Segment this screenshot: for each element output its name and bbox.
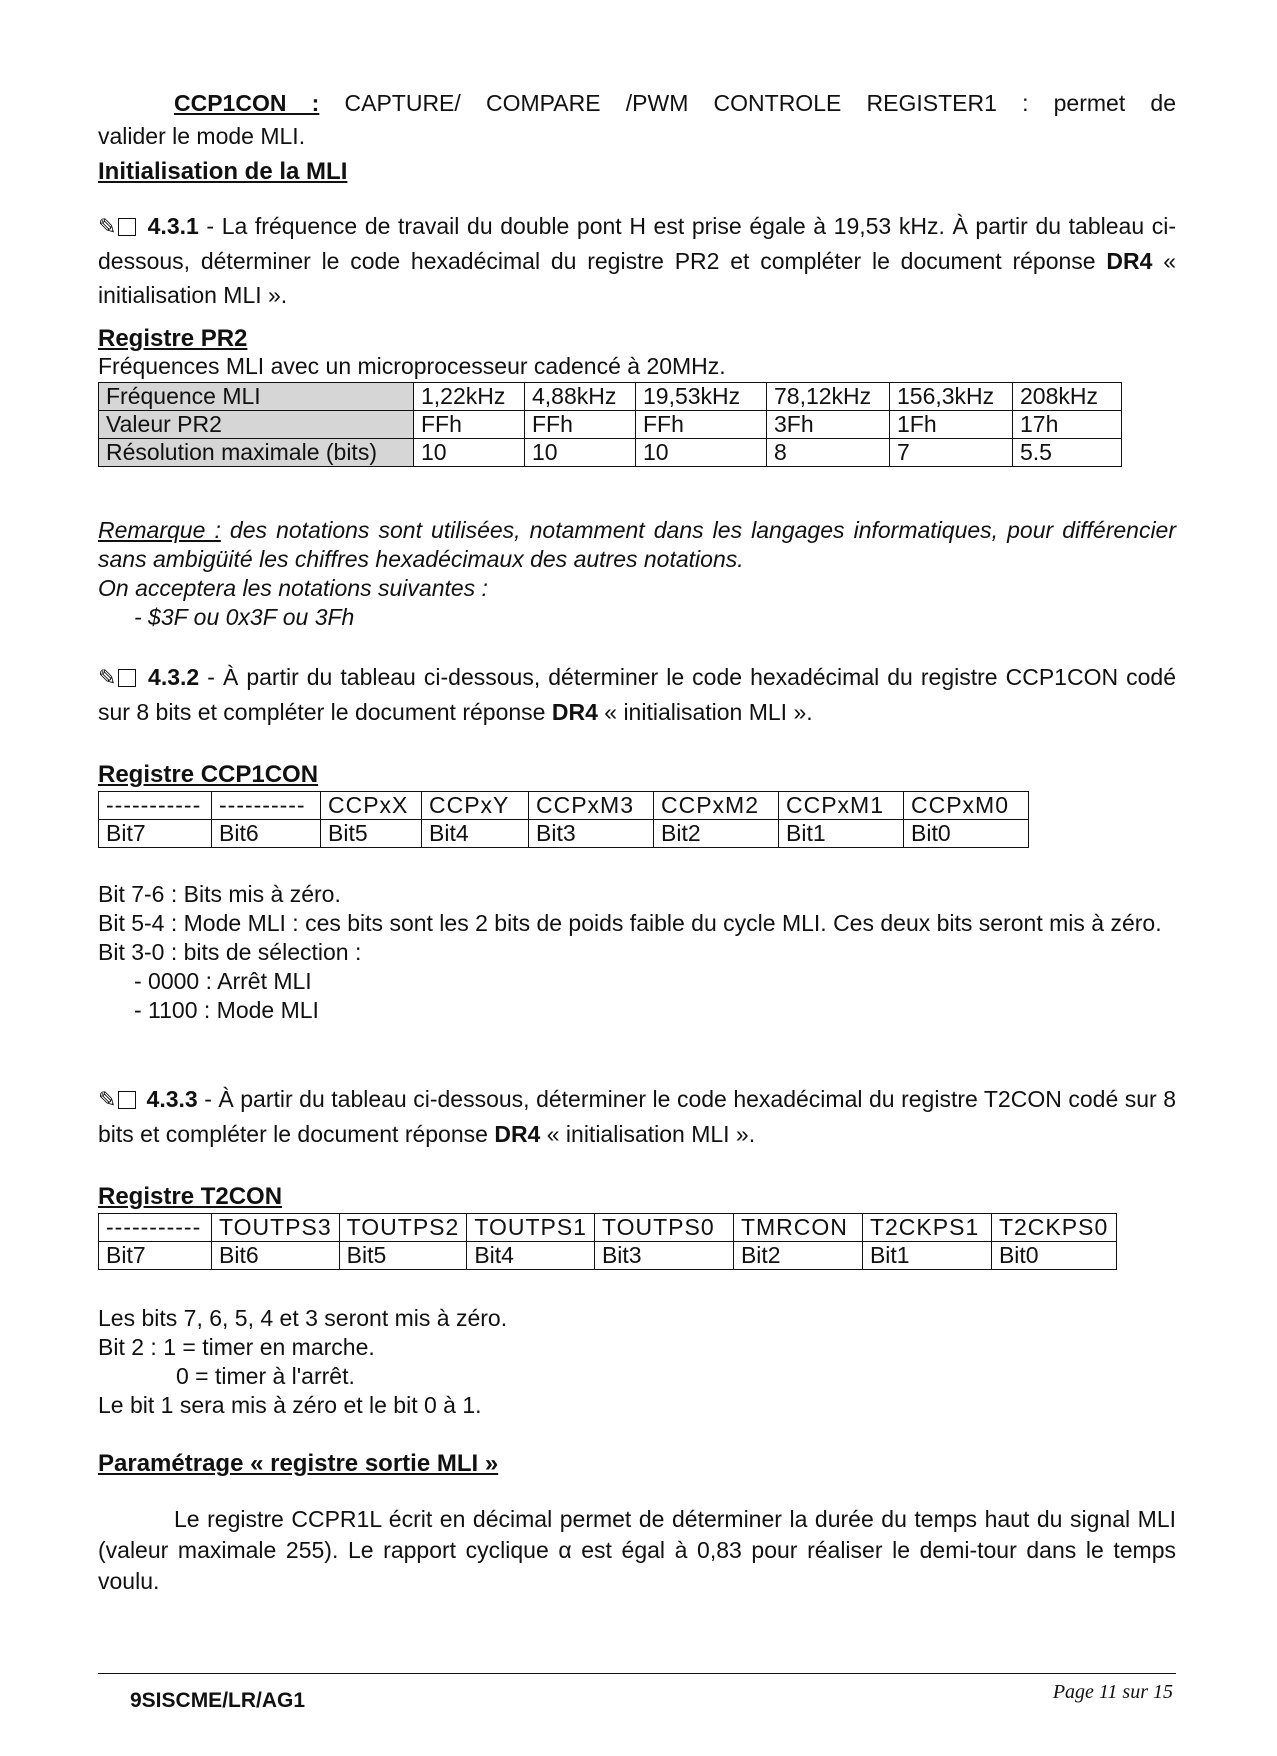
intro-text-2: valider le mode MLI. <box>98 123 306 149</box>
table-cell: ----------- <box>99 792 212 820</box>
table-cell: Bit1 <box>779 820 904 848</box>
remark-text: des notations sont utilisées, notamment dans les langages informatiques, pour différencier sans ambigüité les chiffres hexadécimaux des autres notations. <box>98 517 1177 572</box>
footer-code: 9SISCME/LR/AG1 <box>130 1689 306 1712</box>
pencil-icon: ✎ <box>98 1082 140 1117</box>
question-4-3-3 <box>98 1082 1176 1152</box>
table-cell: ---------- <box>212 792 321 820</box>
remark-line-2: On acceptera les notations suivantes : <box>98 575 488 601</box>
table-cell: CCPxX <box>321 792 422 820</box>
remark-item: - $3F ou 0x3F ou 3Fh <box>134 604 355 630</box>
row-header: Fréquence MLI <box>99 383 414 411</box>
table-row <box>99 1214 1117 1242</box>
table-cell: Bit3 <box>594 1242 733 1270</box>
output-paragraph <box>98 1504 1176 1597</box>
table-cell: Bit2 <box>733 1242 862 1270</box>
table-cell: 156,3kHz <box>890 383 1013 411</box>
table-cell: FFh <box>414 411 525 439</box>
table-cell: 10 <box>636 439 767 467</box>
table-cell: CCPxM0 <box>904 792 1029 820</box>
note-option: - 1100 : Mode MLI <box>134 997 319 1023</box>
table-cell: 10 <box>525 439 636 467</box>
table-cell: 5.5 <box>1013 439 1122 467</box>
pr2-table <box>98 382 1122 467</box>
table-cell: CCPxM3 <box>529 792 654 820</box>
question-text: - À partir du tableau ci-dessous, déterminer le code hexadécimal du registre T2CON codé sur 8 bits et compléter le document réponse <box>98 1086 1177 1147</box>
table-cell: Bit5 <box>339 1242 467 1270</box>
table-cell: FFh <box>525 411 636 439</box>
checkbox-icon <box>118 1091 136 1109</box>
table-cell: 19,53kHz <box>636 383 767 411</box>
table-cell: Bit2 <box>654 820 779 848</box>
dr-ref: DR4 <box>1106 248 1153 274</box>
pr2-caption: Fréquences MLI avec un microprocesseur cadencé à 20MHz. <box>98 353 726 379</box>
table-cell: ----------- <box>99 1214 212 1242</box>
t2con-table <box>98 1213 1117 1270</box>
dr-ref: DR4 <box>551 699 598 725</box>
remark <box>98 516 1176 632</box>
table-cell: 7 <box>890 439 1013 467</box>
t2con-heading: Registre T2CON <box>98 1183 283 1210</box>
table-cell: Bit7 <box>99 1242 212 1270</box>
table-cell: 4,88kHz <box>525 383 636 411</box>
question-4-3-2 <box>98 660 1176 730</box>
table-row <box>99 820 1029 848</box>
note-line: 0 = timer à l'arrêt. <box>176 1363 355 1389</box>
table-cell: 17h <box>1013 411 1122 439</box>
table-cell: 10 <box>414 439 525 467</box>
output-text: Le registre CCPR1L écrit en décimal permet de déterminer la durée du temps haut du signal MLI (valeur maximale 255). Le rapport cyclique α est égal à 0,83 pour réaliser le demi-tour dans le temps voulu. <box>98 1506 1176 1594</box>
ccp1con-heading: Registre CCP1CON <box>98 761 319 788</box>
table-cell: Bit4 <box>422 820 529 848</box>
table-cell: Bit6 <box>212 1242 340 1270</box>
intro-paragraph <box>98 87 1176 153</box>
table-row <box>99 411 1122 439</box>
table-cell: 8 <box>767 439 890 467</box>
question-text-end: « initialisation MLI ». <box>540 1121 756 1147</box>
table-cell: TOUTPS0 <box>594 1214 733 1242</box>
table-cell: Bit3 <box>529 820 654 848</box>
table-cell: 1Fh <box>890 411 1013 439</box>
table-row <box>99 1242 1117 1270</box>
table-cell: CCPxM1 <box>779 792 904 820</box>
question-number: 4.3.3 <box>146 1086 198 1112</box>
note-line: Bit 2 : 1 = timer en marche. <box>98 1334 375 1360</box>
page-number: Page 11 sur 15 <box>1052 1681 1173 1703</box>
table-cell: Bit5 <box>321 820 422 848</box>
question-text: - À partir du tableau ci-dessous, déterminer le code hexadécimal du registre CCP1CON codé sur 8 bits et compléter le document réponse <box>98 664 1176 725</box>
checkbox-icon <box>118 218 136 236</box>
t2con-table-wrap <box>98 1213 1176 1270</box>
init-heading: Initialisation de la MLI <box>98 158 348 185</box>
table-cell: 3Fh <box>767 411 890 439</box>
table-cell: TOUTPS1 <box>467 1214 595 1242</box>
question-text: - La fréquence de travail du double pont H est prise égale à 19,53 kHz. À partir du tableau ci-dessous, déterminer le code hexadécimal du registre PR2 et compléter le document réponse <box>98 213 1177 274</box>
table-cell: TOUTPS3 <box>212 1214 340 1242</box>
ccp1con-table <box>98 791 1029 848</box>
output-heading: Paramétrage « registre sortie MLI » <box>98 1450 499 1477</box>
note-line: Les bits 7, 6, 5, 4 et 3 seront mis à zéro. <box>98 1305 508 1331</box>
note-option: - 0000 : Arrêt MLI <box>134 968 312 994</box>
ccp1con-label: CCP1CON : <box>174 90 320 116</box>
table-cell: Bit4 <box>467 1242 595 1270</box>
table-row <box>99 792 1029 820</box>
table-cell: Bit1 <box>862 1242 991 1270</box>
footer-divider <box>98 1673 1176 1674</box>
table-cell: TOUTPS2 <box>339 1214 467 1242</box>
question-text-end: « initialisation MLI ». <box>597 699 813 725</box>
table-cell: CCPxY <box>422 792 529 820</box>
table-row <box>99 383 1122 411</box>
question-4-3-1 <box>98 209 1176 312</box>
note-line: Bit 5-4 : Mode MLI : ces bits sont les 2 bits de poids faible du cycle MLI. Ces deux bits seront mis à zéro. <box>98 910 1162 936</box>
table-cell: 1,22kHz <box>414 383 525 411</box>
pencil-icon: ✎ <box>98 210 140 244</box>
table-cell: 208kHz <box>1013 383 1122 411</box>
pr2-heading: Registre PR2 <box>98 325 248 352</box>
ccp1con-notes <box>98 880 1176 1025</box>
table-cell: T2CKPS1 <box>862 1214 991 1242</box>
table-cell: Bit0 <box>991 1242 1116 1270</box>
dr-ref: DR4 <box>494 1121 541 1147</box>
t2con-notes <box>98 1304 1176 1420</box>
remark-label: Remarque : <box>98 517 221 543</box>
table-cell: Bit7 <box>99 820 212 848</box>
table-row <box>99 439 1122 467</box>
table-cell: Bit0 <box>904 820 1029 848</box>
pencil-icon: ✎ <box>98 660 140 695</box>
table-cell: TMRCON <box>733 1214 862 1242</box>
note-line: Bit 3-0 : bits de sélection : <box>98 939 362 965</box>
intro-text-1: CAPTURE/ COMPARE /PWM CONTROLE REGISTER1 : permet de <box>319 90 1176 116</box>
checkbox-icon <box>118 669 136 687</box>
pr2-table-wrap <box>98 382 1176 467</box>
table-cell: FFh <box>636 411 767 439</box>
table-cell: T2CKPS0 <box>991 1214 1116 1242</box>
ccp1con-table-wrap <box>98 791 1176 848</box>
table-cell: 78,12kHz <box>767 383 890 411</box>
question-number: 4.3.2 <box>148 664 200 690</box>
row-header: Valeur PR2 <box>99 411 414 439</box>
note-line: Le bit 1 sera mis à zéro et le bit 0 à 1. <box>98 1392 482 1418</box>
row-header: Résolution maximale (bits) <box>99 439 414 467</box>
table-cell: CCPxM2 <box>654 792 779 820</box>
note-line: Bit 7-6 : Bits mis à zéro. <box>98 881 341 907</box>
question-number: 4.3.1 <box>147 213 199 239</box>
question-text-end: « initialisation MLI ». <box>98 248 1176 308</box>
table-cell: Bit6 <box>212 820 321 848</box>
